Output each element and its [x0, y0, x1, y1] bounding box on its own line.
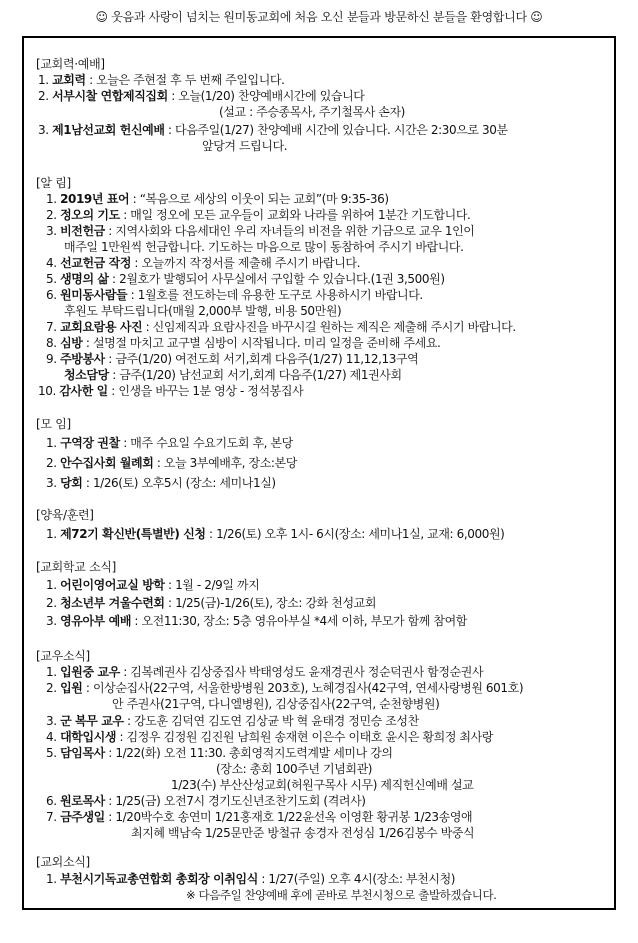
- list-item-continuation: 최지혜 백남숙 1/25문만준 방철규 송경자 전성심 1/26김봉수 박중식: [131, 826, 475, 840]
- list-item: 2. 청소년부 겨울수련회 : 1/25(금)-1/26(토), 장소: 강화 천성교회: [46, 596, 377, 610]
- section-title: [교우소식]: [36, 649, 90, 663]
- list-item-continuation: 안 주권사(21구역, 다니엘병원), 김상중집사(22구역, 순천향병원): [112, 697, 440, 711]
- list-item: 8. 심방 : 설명절 마치고 교구별 심방이 시작됩니다. 미리 일정을 준비해 주세요.: [46, 336, 441, 350]
- list-item: 3. 제1남선교회 헌신예배 : 다음주일(1/27) 찬양예배 시간에 있습니다. 시간은 2:30으로 30분: [38, 123, 508, 137]
- list-item: 청소담당 : 금주(1/20) 남선교회 서기,회계 다음주(1/27) 제1권사회: [64, 368, 402, 382]
- list-item: 3. 비전헌금 : 지역사회와 다음세대인 우리 자녀들의 비전을 위한 기금으로 교우 1인이: [46, 224, 475, 238]
- list-item: 1. 어린이영어교실 방학 : 1월 - 2/9일 까지: [46, 578, 260, 592]
- list-item: 2. 안수집사회 월례회 : 오늘 3부예배후, 장소:본당: [46, 456, 297, 470]
- list-item: 1. 구역장 권찰 : 매주 수요일 수요기도회 후, 본당: [46, 436, 293, 450]
- list-item-continuation: 1/23(수) 부산산성교회(허원구목사 시무) 제직헌신예배 설교: [171, 778, 474, 792]
- section-meetings: [36, 416, 606, 491]
- list-item: 3. 영유아부 예배 : 오전11:30, 장소: 5층 영유아부실 *4세 이하, 부모가 함께 참여함: [46, 614, 467, 628]
- list-item: 6. 원로목사 : 1/25(금) 오전7시 경기도신년조찬기도회 (격려사): [46, 794, 366, 808]
- list-item: 10. 감사한 일 : 인생을 바꾸는 1분 영상 - 정석봉집사: [38, 384, 304, 398]
- list-item-continuation: 후원도 부탁드립니다(매월 2,000부 발행, 비용 50만원): [64, 304, 342, 318]
- list-item: 9. 주방봉사 : 금주(1/20) 여전도회 서기,회계 다음주(1/27) 11,12,13구역: [46, 352, 419, 366]
- section-worship: [36, 56, 606, 154]
- list-item: 4. 대학입시생 : 김정우 김정원 김진원 남희원 송재현 이은수 이태호 윤시은 황희정 최사랑: [46, 730, 494, 744]
- list-item: 1. 2019년 표어 : “복음으로 세상의 이웃이 되는 교회”(마 9:35-36): [46, 192, 389, 206]
- list-item: 4. 선교헌금 작정 : 오늘까지 작정서를 제출해 주시기 바랍니다.: [46, 256, 361, 270]
- list-item-continuation: (장소: 총회 100주년 기념회관): [216, 762, 373, 776]
- section-title: [양육/훈련]: [36, 508, 94, 522]
- list-item: 7. 금주생일 : 1/20박수호 송연미 1/21홍재호 1/22윤선옥 이영환 황귀봉 1/23송영애: [46, 810, 473, 824]
- list-item: 6. 원미동사람들 : 1월호를 전도하는데 유용한 도구로 사용하시기 바랍니다.: [46, 288, 423, 302]
- list-item: 5. 담임목사 : 1/22(화) 오전 11:30. 총회영적지도력계발 세미나 강의: [46, 746, 393, 760]
- section-notices: [36, 175, 606, 399]
- list-item: 1. 제72기 확신반(특별반) 신청 : 1/26(토) 오후 1시- 6시(장소: 세미나1실, 교재: 6,000원): [46, 527, 505, 541]
- list-item-continuation: (설교 : 주승종목사, 주기철목사 손자): [219, 105, 405, 119]
- section-title: [교회학교 소식]: [36, 560, 117, 574]
- list-item: 3. 당회 : 1/26(토) 오후5시 (장소: 세미나1실): [46, 476, 276, 490]
- list-item: 1. 부천시기독교총연합회 총회장 이취임식 : 1/27(주일) 오후 4시(장소: 부천시청): [46, 872, 456, 886]
- list-item-continuation: 앞당겨 드립니다.: [202, 139, 288, 153]
- list-item: 1. 교회력 : 오늘은 주현절 후 두 번째 주일입니다.: [38, 73, 285, 87]
- section-title: [모 임]: [36, 417, 71, 431]
- list-item: 2. 정오의 기도 : 매일 정오에 모든 교우들이 교회와 나라를 위하여 1분간 기도합니다.: [46, 208, 471, 222]
- bulletin-frame: [22, 36, 616, 910]
- section-member-news: [36, 648, 606, 841]
- list-item: 2. 입원 : 이상순집사(22구역, 서울한방병원 203호), 노혜경집사(42구역, 연세사랑병원 601호): [46, 681, 524, 695]
- list-item: 1. 입원중 교우 : 김복례권사 김상중집사 박태영성도 윤재경권사 정순덕권사 함정순권사: [46, 665, 484, 679]
- list-item: 3. 군 복무 교우 : 강도훈 김덕연 김도연 김상균 박 혁 윤태경 정민승 조성찬: [46, 714, 419, 728]
- welcome-banner: ☺ 웃음과 사랑이 넘치는 원미동교회에 처음 오신 분들과 방문하신 분들을 환영합니다 ☺: [95, 10, 543, 24]
- section-training: [36, 507, 606, 542]
- list-item-continuation: 매주일 1만원씩 헌금합니다. 기도하는 마음으로 많이 동참하여 주시기 바랍니다.: [64, 240, 464, 254]
- section-church-school: [36, 559, 606, 629]
- list-item-continuation: ※ 다음주일 찬양예배 후에 곧바로 부천시청으로 출발하겠습니다.: [186, 888, 497, 902]
- section-external-news: [36, 854, 606, 903]
- list-item: 5. 생명의 삶 : 2월호가 발행되어 사무실에서 구입할 수 있습니다.(1권 3,500원): [46, 272, 445, 286]
- list-item: 2. 서부시찰 연합제직집회 : 오늘(1/20) 찬양예배시간에 있습니다: [38, 89, 365, 103]
- section-title: [교회력·예배]: [36, 57, 105, 71]
- section-title: [교외소식]: [36, 855, 90, 869]
- section-title: [알 림]: [36, 176, 71, 190]
- list-item: 7. 교회요람용 사진 : 신임제직과 요람사진을 바꾸시길 원하는 제직은 제출해 주시기 바랍니다.: [46, 320, 516, 334]
